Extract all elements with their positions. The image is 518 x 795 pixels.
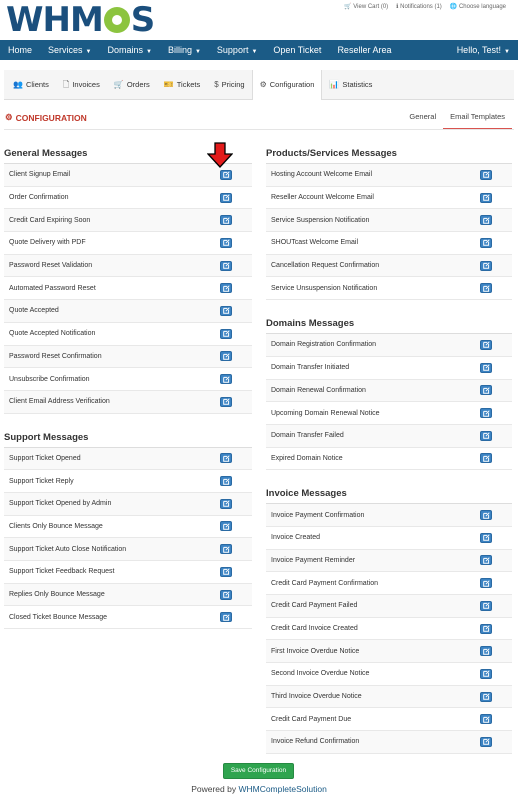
edit-button[interactable] [480,578,492,588]
cogs-icon: ⚙ [5,112,13,122]
bar-chart-icon: 📊 [329,79,340,89]
nav-item-label: Home [8,45,33,55]
edit-icon [483,194,490,201]
template-row [4,470,252,493]
section-title: Invoice Messages [266,484,512,504]
template-name: Domain Transfer Failed [271,432,344,440]
edit-icon [223,239,230,246]
edit-button[interactable] [480,363,492,373]
template-name: Upcoming Domain Renewal Notice [271,409,380,417]
template-row [266,708,512,731]
edit-icon [223,194,230,201]
section-title: General Messages [4,144,252,164]
template-row [266,448,512,471]
template-row [266,232,512,255]
edit-icon [223,455,230,462]
template-name: Closed Ticket Bounce Message [9,613,108,621]
tab-label: Clients [25,79,49,89]
edit-button[interactable] [480,170,492,180]
template-name: Service Suspension Notification [271,216,370,224]
edit-icon [483,455,490,462]
tab-orders[interactable] [107,70,157,100]
tab-label: Tickets [176,79,201,89]
edit-button[interactable] [220,590,232,600]
edit-button[interactable] [480,453,492,463]
edit-button[interactable] [480,533,492,543]
ticket-icon: 🎫 [163,79,174,89]
user-menu-label: Hello, Test! [456,45,502,55]
template-row [4,277,252,300]
edit-button[interactable] [480,431,492,441]
edit-button[interactable] [220,499,232,509]
template-row [266,640,512,663]
nav-item-home[interactable] [0,40,40,60]
edit-button[interactable] [480,692,492,702]
template-list [266,504,512,754]
template-name: Hosting Account Welcome Email [271,171,373,179]
template-name: Invoice Payment Confirmation [271,511,365,519]
edit-button[interactable] [220,283,232,293]
tab-clients[interactable] [6,70,56,100]
template-row [266,686,512,709]
template-name: SHOUTcast Welcome Email [271,239,359,247]
edit-button[interactable] [220,306,232,316]
edit-icon [483,410,490,417]
caret-down-icon: ▼ [194,49,201,55]
template-name: Support Ticket Opened [9,454,81,462]
edit-button[interactable] [220,215,232,225]
nav-item-label: Services [48,45,83,55]
template-row [266,277,512,300]
edit-icon [483,693,490,700]
red-arrow-icon [207,142,233,168]
edit-icon [483,534,490,541]
template-name: Clients Only Bounce Message [9,522,103,530]
template-name: Quote Accepted Notification [9,330,96,338]
nav-item-open-ticket[interactable] [265,40,329,60]
template-row [4,232,252,255]
template-row [4,391,252,414]
section-support-messages [4,428,252,630]
template-row [266,425,512,448]
template-name: Credit Card Payment Confirmation [271,579,378,587]
template-row [266,334,512,357]
template-row [4,584,252,607]
template-name: Support Ticket Reply [9,477,74,485]
template-name: Domain Renewal Confirmation [271,386,366,394]
template-list [266,164,512,300]
tab-configuration[interactable] [252,70,323,100]
footer [0,784,518,794]
nav-item-label: Billing [167,45,192,55]
template-name: Support Ticket Auto Close Notification [9,545,127,553]
edit-button[interactable] [220,351,232,361]
edit-icon [483,602,490,609]
edit-icon [483,364,490,371]
edit-icon [223,500,230,507]
language-link[interactable]: 🌐 Choose language [449,4,506,10]
template-row [4,323,252,346]
edit-button[interactable] [220,397,232,407]
edit-icon [223,330,230,337]
edit-button[interactable] [220,453,232,463]
nav-item-label: Support [216,45,249,55]
tab-label: Pricing [221,79,245,89]
template-name: Invoice Created [271,534,321,542]
edit-button[interactable] [480,646,492,656]
template-name: Credit Card Payment Due [271,715,352,723]
page-title [5,112,87,123]
template-row [4,448,252,471]
edit-icon [483,580,490,587]
edit-icon [223,285,230,292]
edit-button[interactable] [480,261,492,271]
logo-text-left: WHM [6,0,103,40]
template-name: Invoice Payment Reminder [271,556,356,564]
template-name: Expired Domain Notice [271,454,343,462]
template-name: Support Ticket Feedback Request [9,568,115,576]
tab-label: Configuration [269,79,315,89]
template-name: Cancellation Request Confirmation [271,262,380,270]
edit-button[interactable] [220,544,232,554]
edit-icon [223,398,230,405]
edit-button[interactable] [480,340,492,350]
edit-button[interactable] [220,170,232,180]
template-name: Password Reset Validation [9,262,93,270]
left-column [4,144,252,629]
template-row [266,402,512,425]
edit-icon [483,670,490,677]
section-spacer [266,300,512,314]
template-row [4,346,252,369]
template-name: Invoice Refund Confirmation [271,738,360,746]
template-name: First Invoice Overdue Notice [271,647,360,655]
edit-icon [223,568,230,575]
save-configuration-button[interactable]: Save Configuration [223,763,294,779]
section-domains-messages [266,314,512,470]
logo-text-right: S [130,0,155,40]
edit-button[interactable] [480,283,492,293]
section-invoice-messages [266,484,512,754]
edit-icon [483,648,490,655]
template-row [266,595,512,618]
template-name: Support Ticket Opened by Admin [9,500,112,508]
edit-icon [483,716,490,723]
template-name: Client Signup Email [9,171,71,179]
template-name: Domain Transfer Initiated [271,364,350,372]
edit-icon [483,217,490,224]
nav-item-label: Reseller Area [337,45,392,55]
edit-button[interactable] [480,624,492,634]
logo[interactable] [6,2,154,38]
subtab-email-templates[interactable]: Email Templates [443,104,512,130]
edit-button[interactable] [220,329,232,339]
template-row [4,493,252,516]
nav-item-domains[interactable] [99,40,159,60]
section-title: Support Messages [4,428,252,448]
page-title-label: CONFIGURATION [15,112,87,123]
template-name: Quote Accepted [9,307,59,315]
edit-button[interactable] [220,238,232,248]
edit-icon [483,285,490,292]
edit-icon [483,262,490,269]
template-name: Unsubscribe Confirmation [9,375,90,383]
tab-label: Orders [126,79,150,89]
cart-icon: 🛒 [113,79,124,89]
subtab-general[interactable]: General [409,112,437,121]
section-title: Domains Messages [266,314,512,334]
edit-icon [483,557,490,564]
template-row [266,380,512,403]
user-menu[interactable] [449,40,518,60]
language-label: Choose language [458,4,506,10]
template-row [266,187,512,210]
nav-item-support[interactable] [209,40,265,60]
caret-down-icon: ▼ [85,49,92,55]
section-general-messages [4,144,252,414]
edit-button[interactable] [480,385,492,395]
template-row [266,357,512,380]
template-row [4,209,252,232]
nav-item-billing[interactable] [160,40,209,60]
template-row [4,516,252,539]
notifications-link[interactable]: ℹ Notifications (1) [396,4,442,10]
edit-button[interactable] [480,193,492,203]
edit-icon [483,171,490,178]
template-name: Automated Password Reset [9,284,96,292]
edit-icon [483,341,490,348]
edit-button[interactable] [480,238,492,248]
edit-button[interactable] [480,669,492,679]
edit-icon [223,546,230,553]
view-cart-label: View Cart (0) [353,4,389,10]
template-name: Reseller Account Welcome Email [271,194,374,202]
template-list [266,334,512,470]
template-name: Service Unsuspension Notification [271,284,378,292]
edit-button[interactable] [220,374,232,384]
template-name: Credit Card Payment Failed [271,602,358,610]
template-row [266,164,512,187]
top-bar [0,0,518,40]
tab-label: Invoices [72,79,100,89]
tab-invoices[interactable] [56,70,107,100]
template-row [4,538,252,561]
section-title: Products/Services Messages [266,144,512,164]
edit-icon [223,376,230,383]
edit-icon [223,353,230,360]
dollar-icon: $ [214,79,219,89]
template-row [266,618,512,641]
module-tabs [4,70,514,100]
template-row [4,187,252,210]
top-links [344,3,506,10]
main-navbar [0,40,518,60]
section-products-services-messages [266,144,512,300]
footer-link[interactable]: WHMCompleteSolution [238,784,327,794]
edit-icon [483,387,490,394]
users-icon: 👥 [13,79,23,89]
template-name: Credit Card Invoice Created [271,625,358,633]
edit-button[interactable] [480,601,492,611]
edit-button[interactable] [480,510,492,520]
template-name: Credit Card Expiring Soon [9,216,91,224]
edit-button[interactable] [220,567,232,577]
edit-icon [483,512,490,519]
edit-button[interactable] [220,193,232,203]
section-spacer [4,414,252,428]
edit-icon [483,625,490,632]
edit-icon [223,171,230,178]
section-spacer [266,470,512,484]
edit-button[interactable] [220,612,232,622]
template-name: Client Email Address Verification [9,398,110,406]
tab-tickets[interactable] [157,70,207,100]
template-list [4,448,252,630]
template-row [266,731,512,754]
tab-statistics[interactable] [322,70,379,100]
edit-button[interactable] [220,261,232,271]
template-name: Domain Registration Confirmation [271,341,377,349]
template-name: Password Reset Confirmation [9,352,102,360]
edit-button[interactable] [220,476,232,486]
right-column [266,144,512,754]
template-name: Second Invoice Overdue Notice [271,670,370,678]
tab-label: Statistics [342,79,373,89]
nav-item-label: Open Ticket [273,45,322,55]
nav-item-reseller-area[interactable] [329,40,399,60]
edit-icon [483,432,490,439]
edit-button[interactable] [480,714,492,724]
template-name: Quote Delivery with PDF [9,239,86,247]
tab-pricing[interactable] [207,70,251,100]
edit-icon [223,217,230,224]
template-row [266,209,512,232]
edit-button[interactable] [480,215,492,225]
template-row [4,255,252,278]
template-row [4,561,252,584]
file-icon: 🗋 [62,79,70,89]
template-row [266,572,512,595]
footer-prefix: Powered by [191,784,239,794]
edit-icon [223,591,230,598]
template-row [266,255,512,278]
notifications-label: Notifications (1) [400,4,442,10]
template-row [266,663,512,686]
edit-icon [223,614,230,621]
edit-icon [223,307,230,314]
nav-item-services[interactable] [40,40,99,60]
template-row [266,550,512,573]
edit-button[interactable] [480,737,492,747]
template-row [266,504,512,527]
config-subtabs [402,104,512,130]
template-list [4,164,252,414]
view-cart-link[interactable]: 🛒 View Cart (0) [344,4,389,10]
edit-icon [483,239,490,246]
edit-icon [223,478,230,485]
caret-down-icon: ▼ [251,49,258,55]
edit-icon [223,262,230,269]
caret-down-icon: ▼ [146,49,152,55]
edit-button[interactable] [220,521,232,531]
edit-button[interactable] [480,555,492,565]
template-row [266,527,512,550]
caret-down-icon: ▼ [504,49,510,55]
template-row [4,300,252,323]
template-row [4,606,252,629]
nav-item-label: Domains [107,45,143,55]
template-name: Third Invoice Overdue Notice [271,693,362,701]
edit-icon [483,738,490,745]
template-name: Replies Only Bounce Message [9,591,105,599]
edit-icon [223,523,230,530]
divider [4,129,514,130]
cogs-icon: ⚙ [259,79,267,89]
template-row [4,368,252,391]
template-name: Order Confirmation [9,194,69,202]
edit-button[interactable] [480,408,492,418]
logo-gear-icon [104,7,130,33]
